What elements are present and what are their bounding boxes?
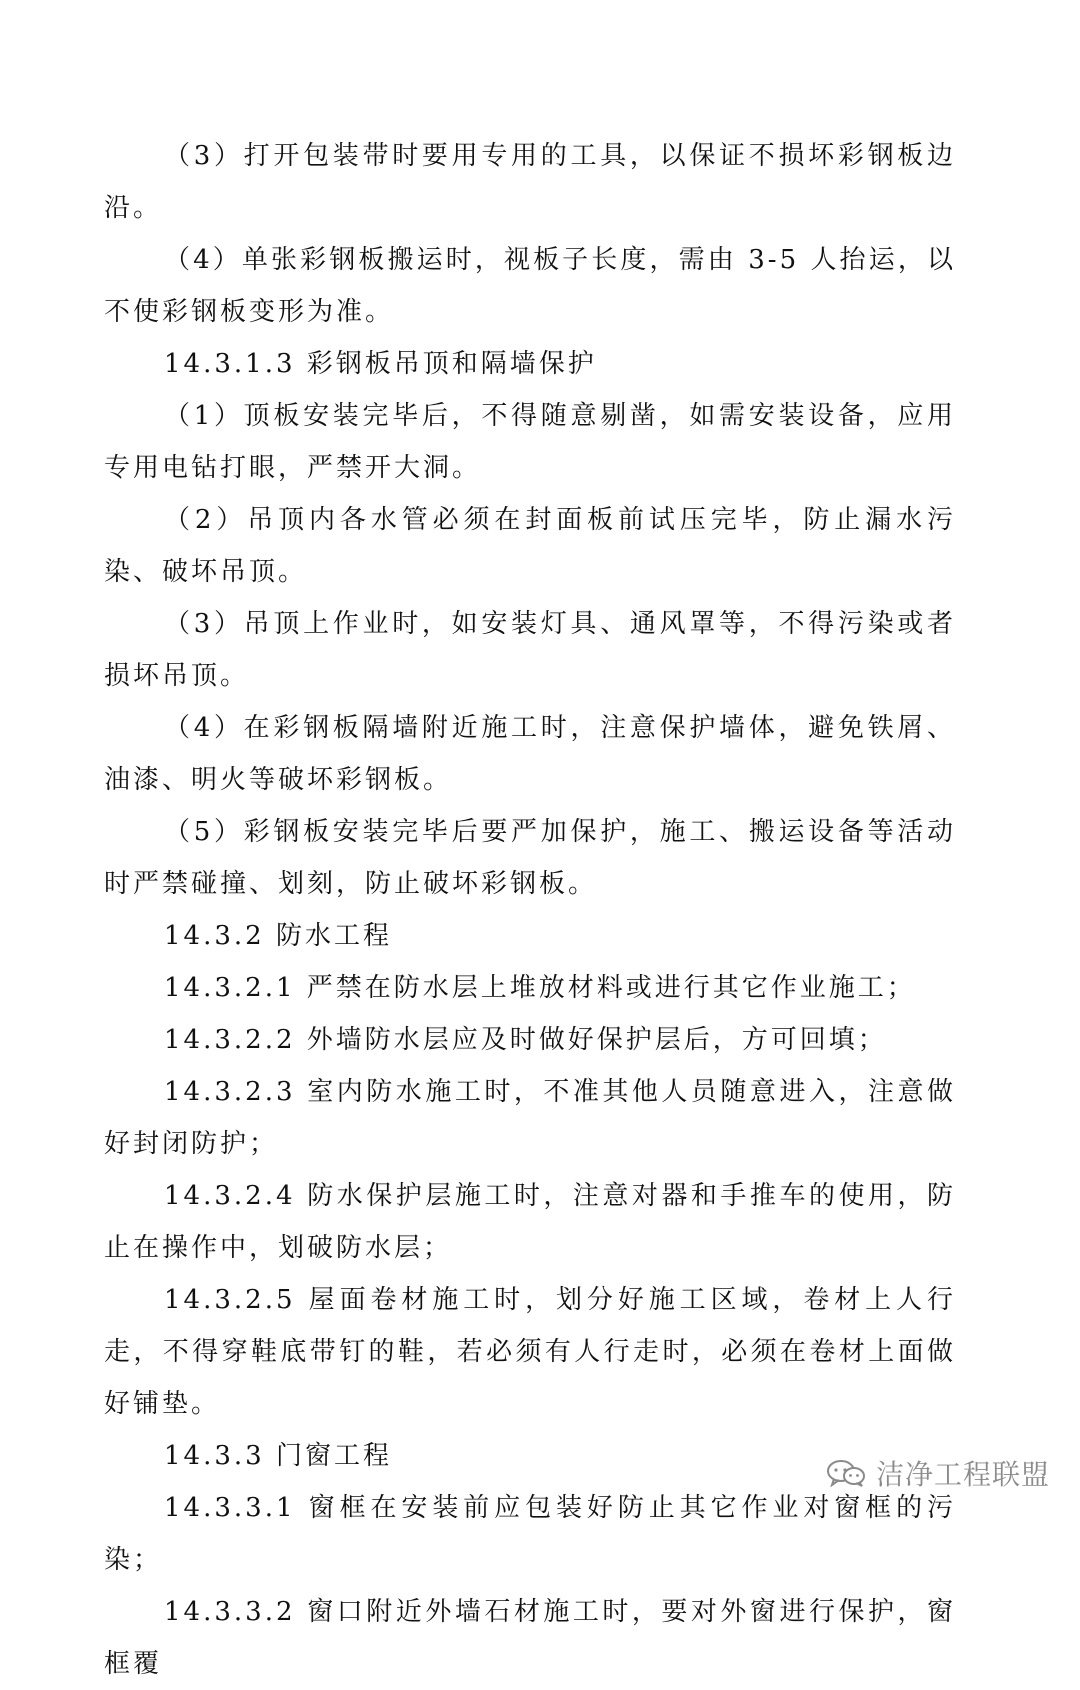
section-heading: 14.3.1.3 彩钢板吊顶和隔墙保护 xyxy=(164,349,597,379)
watermark-text: 洁净工程联盟 xyxy=(875,1458,1050,1491)
paragraph: 14.3.2.1 严禁在防水层上堆放材料或进行其它作业施工； xyxy=(164,973,916,1003)
paragraph: （2）吊顶内各水管必须在封面板前试压完毕，防止漏水污染、破坏吊顶。 xyxy=(104,505,956,587)
paragraph: 14.3.2.5 屋面卷材施工时，划分好施工区域，卷材上人行走，不得穿鞋底带钉的鞋，若必须有人行走时，必须在卷材上面做好铺垫。 xyxy=(104,1285,956,1419)
wechat-icon xyxy=(826,1459,866,1487)
section-heading: 14.3.2 防水工程 xyxy=(164,921,392,951)
paragraph: （3）吊顶上作业时，如安装灯具、通风罩等，不得污染或者损坏吊顶。 xyxy=(104,609,956,691)
paragraph: 14.3.2.4 防水保护层施工时，注意对器和手推车的使用，防止在操作中，划破防水层； xyxy=(104,1181,956,1263)
paragraph: （4）单张彩钢板搬运时，视板子长度，需由 3-5 人抬运，以不使彩钢板变形为准。 xyxy=(104,245,956,327)
paragraph: 14.3.3.2 窗口附近外墙石材施工时，要对外窗进行保护，窗框覆 xyxy=(104,1597,956,1679)
watermark xyxy=(826,1453,1050,1493)
paragraph: （3）打开包装带时要用专用的工具，以保证不损坏彩钢板边沿。 xyxy=(104,141,956,223)
paragraph: （1）顶板安装完毕后，不得随意剔凿，如需安装设备，应用专用电钻打眼，严禁开大洞。 xyxy=(104,401,956,483)
paragraph: （5）彩钢板安装完毕后要严加保护，施工、搬运设备等活动时严禁碰撞、划刻，防止破坏彩钢板。 xyxy=(104,817,956,899)
paragraph: 14.3.2.3 室内防水施工时，不准其他人员随意进入，注意做好封闭防护； xyxy=(104,1077,956,1159)
section-heading: 14.3.3 门窗工程 xyxy=(164,1441,392,1471)
paragraph: （4）在彩钢板隔墙附近施工时，注意保护墙体，避免铁屑、油漆、明火等破坏彩钢板。 xyxy=(104,713,956,795)
paragraph: 14.3.2.2 外墙防水层应及时做好保护层后，方可回填； xyxy=(164,1025,887,1055)
paragraph: 14.3.3.1 窗框在安装前应包装好防止其它作业对窗框的污染； xyxy=(104,1493,956,1575)
